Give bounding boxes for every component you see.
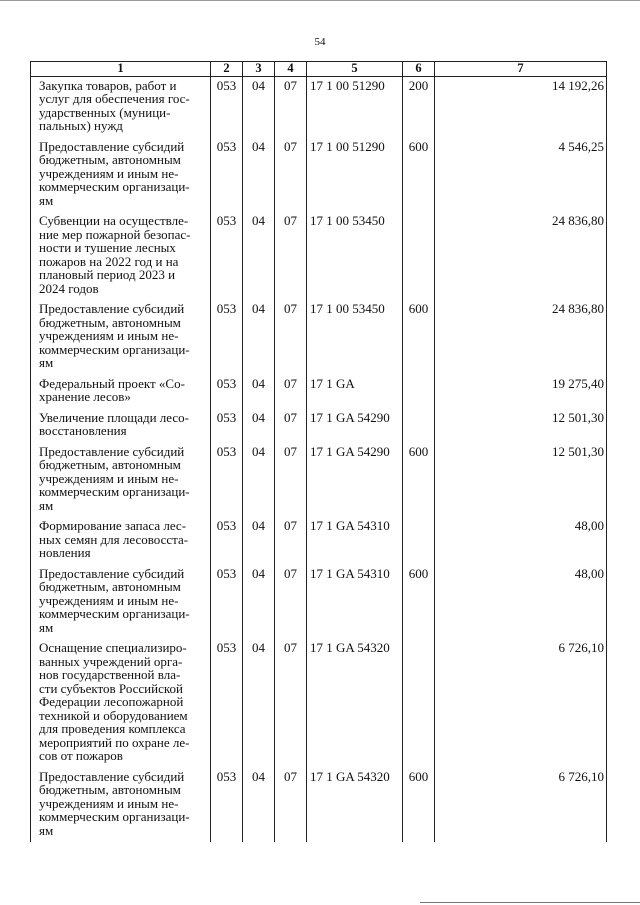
row-name-line: учреждениям и иным не- bbox=[39, 165, 179, 181]
expense-type-cell bbox=[403, 409, 435, 443]
target-article-cell: 17 1 GA bbox=[307, 375, 403, 409]
row-name-line: Предоставление субсидий bbox=[39, 768, 185, 784]
table-row bbox=[31, 639, 607, 768]
row-name-line: Федеральный проект «Со- bbox=[39, 375, 185, 391]
table-row bbox=[31, 565, 607, 640]
table-row bbox=[31, 212, 607, 300]
row-name-line: Предоставление субсидий bbox=[39, 443, 185, 459]
chapter-code-cell: 053 bbox=[211, 565, 243, 640]
section-code-cell: 04 bbox=[243, 409, 275, 443]
row-name-cell bbox=[31, 300, 211, 375]
chapter-code-cell: 053 bbox=[211, 409, 243, 443]
header-col-2: 2 bbox=[211, 62, 243, 77]
amount-cell: 6 726,10 bbox=[435, 768, 607, 843]
row-name-cell bbox=[31, 375, 211, 409]
row-name-line: 2024 годов bbox=[39, 280, 99, 296]
row-name-line: Формирование запаса лес- bbox=[39, 518, 187, 533]
section-code-cell: 04 bbox=[243, 443, 275, 518]
row-name-line: ние мер пожарной безопас- bbox=[39, 226, 191, 242]
chapter-code-cell: 053 bbox=[211, 138, 243, 213]
row-name-line: услуг для обеспечения гос- bbox=[39, 91, 190, 106]
section-code-cell: 04 bbox=[243, 76, 275, 138]
row-name-cell bbox=[31, 212, 211, 300]
chapter-code-cell: 053 bbox=[211, 375, 243, 409]
target-article-cell: 17 1 GA 54310 bbox=[307, 565, 403, 640]
row-name-cell bbox=[31, 639, 211, 768]
amount-cell: 4 546,25 bbox=[435, 138, 607, 213]
row-name-line: Предоставление субсидий bbox=[39, 301, 185, 316]
expense-type-cell: 600 bbox=[403, 300, 435, 375]
row-name-line: учреждениям и иным не- bbox=[39, 470, 179, 486]
row-name-line: ванных учреждений орга- bbox=[39, 653, 183, 669]
subsection-code-cell: 07 bbox=[275, 76, 307, 138]
subsection-code-cell: 07 bbox=[275, 639, 307, 768]
budget-table bbox=[30, 61, 607, 842]
table-row bbox=[31, 138, 607, 213]
target-article-cell: 17 1 GA 54310 bbox=[307, 517, 403, 565]
header-col-1: 1 bbox=[31, 62, 211, 77]
row-name-line: Субвенции на осуществле- bbox=[39, 213, 189, 228]
header-row bbox=[31, 62, 607, 77]
subsection-code-cell: 07 bbox=[275, 565, 307, 640]
row-name-line: Федерации лесопожарной bbox=[39, 694, 184, 709]
row-name-line: учреждениям и иным не- bbox=[39, 328, 179, 343]
target-article-cell: 17 1 00 51290 bbox=[307, 76, 403, 138]
row-name-line: бюджетным, автономным bbox=[39, 579, 181, 594]
row-name-line: ям bbox=[39, 619, 54, 635]
amount-cell: 12 501,30 bbox=[435, 409, 607, 443]
target-article-cell: 17 1 00 51290 bbox=[307, 138, 403, 213]
row-name-line: Увеличение площади лесо- bbox=[39, 409, 189, 425]
subsection-code-cell: 07 bbox=[275, 138, 307, 213]
subsection-code-cell: 07 bbox=[275, 409, 307, 443]
subsection-code-cell: 07 bbox=[275, 300, 307, 375]
section-code-cell: 04 bbox=[243, 517, 275, 565]
amount-cell: 48,00 bbox=[435, 517, 607, 565]
row-name-line: Оснащение специализиро- bbox=[39, 640, 187, 655]
row-name-line: бюджетным, автономным bbox=[39, 152, 181, 167]
expense-type-cell: 600 bbox=[403, 565, 435, 640]
table-row bbox=[31, 768, 607, 843]
row-name-cell bbox=[31, 443, 211, 518]
section-code-cell: 04 bbox=[243, 138, 275, 213]
expense-type-cell: 600 bbox=[403, 138, 435, 213]
table-row bbox=[31, 375, 607, 409]
row-name-cell bbox=[31, 768, 211, 843]
row-name-line: Закупка товаров, работ и bbox=[39, 77, 177, 93]
row-name-line: ных семян для лесовосста- bbox=[39, 531, 189, 547]
row-name-line: пожаров на 2022 год и на bbox=[39, 253, 179, 269]
subsection-code-cell: 07 bbox=[275, 212, 307, 300]
chapter-code-cell: 053 bbox=[211, 212, 243, 300]
row-name-line: мероприятий по охране ле- bbox=[39, 734, 190, 750]
target-article-cell: 17 1 GA 54290 bbox=[307, 443, 403, 518]
row-name-line: коммерческим организаци- bbox=[39, 809, 190, 824]
section-code-cell: 04 bbox=[243, 768, 275, 843]
row-name-line: коммерческим организаци- bbox=[39, 606, 190, 621]
amount-cell: 12 501,30 bbox=[435, 443, 607, 518]
row-name-line: учреждениям и иным не- bbox=[39, 592, 179, 608]
header-col-6: 6 bbox=[403, 62, 435, 77]
amount-cell: 24 836,80 bbox=[435, 212, 607, 300]
table-row bbox=[31, 409, 607, 443]
row-name-line: ности и тушение лесных bbox=[39, 240, 176, 255]
expense-type-cell: 600 bbox=[403, 768, 435, 843]
row-name-line: коммерческим организаци- bbox=[39, 484, 190, 499]
subsection-code-cell: 07 bbox=[275, 768, 307, 843]
row-name-line: нов государственной вла- bbox=[39, 667, 181, 682]
table-row bbox=[31, 443, 607, 518]
chapter-code-cell: 053 bbox=[211, 300, 243, 375]
row-name-line: новления bbox=[39, 545, 91, 560]
expense-type-cell bbox=[403, 639, 435, 768]
chapter-code-cell: 053 bbox=[211, 76, 243, 138]
row-name-cell bbox=[31, 565, 211, 640]
amount-cell: 19 275,40 bbox=[435, 375, 607, 409]
row-name-line: ям bbox=[39, 355, 54, 370]
bottom-scan-edge bbox=[420, 902, 640, 903]
target-article-cell: 17 1 GA 54290 bbox=[307, 409, 403, 443]
row-name-line: пальных) нужд bbox=[39, 118, 123, 133]
row-name-line: ударственных (муници- bbox=[39, 104, 171, 120]
section-code-cell: 04 bbox=[243, 639, 275, 768]
table-row bbox=[31, 76, 607, 138]
header-col-4: 4 bbox=[275, 62, 307, 77]
row-name-line: бюджетным, автономным bbox=[39, 457, 181, 472]
subsection-code-cell: 07 bbox=[275, 517, 307, 565]
amount-cell: 24 836,80 bbox=[435, 300, 607, 375]
target-article-cell: 17 1 GA 54320 bbox=[307, 768, 403, 843]
target-article-cell: 17 1 00 53450 bbox=[307, 212, 403, 300]
row-name-line: Предоставление субсидий bbox=[39, 138, 185, 154]
section-code-cell: 04 bbox=[243, 212, 275, 300]
expense-type-cell: 600 bbox=[403, 443, 435, 518]
chapter-code-cell: 053 bbox=[211, 443, 243, 518]
amount-cell: 6 726,10 bbox=[435, 639, 607, 768]
subsection-code-cell: 07 bbox=[275, 375, 307, 409]
header-col-7: 7 bbox=[435, 62, 607, 77]
row-name-line: плановый период 2023 и bbox=[39, 267, 176, 282]
row-name-line: восстановления bbox=[39, 423, 127, 438]
row-name-cell bbox=[31, 76, 211, 138]
row-name-line: коммерческим организаци- bbox=[39, 341, 190, 357]
amount-cell: 14 192,26 bbox=[435, 76, 607, 138]
header-col-5: 5 bbox=[307, 62, 403, 77]
target-article-cell: 17 1 GA 54320 bbox=[307, 639, 403, 768]
row-name-line: коммерческим организаци- bbox=[39, 179, 190, 194]
header-col-3: 3 bbox=[243, 62, 275, 77]
section-code-cell: 04 bbox=[243, 565, 275, 640]
chapter-code-cell: 053 bbox=[211, 768, 243, 843]
top-scan-edge bbox=[0, 0, 640, 1]
row-name-cell bbox=[31, 409, 211, 443]
row-name-line: ям bbox=[39, 497, 54, 513]
page-number: 54 bbox=[314, 36, 326, 48]
section-code-cell: 04 bbox=[243, 375, 275, 409]
chapter-code-cell: 053 bbox=[211, 639, 243, 768]
expense-type-cell bbox=[403, 375, 435, 409]
table-row bbox=[31, 300, 607, 375]
table-row bbox=[31, 517, 607, 565]
row-name-line: бюджетным, автономным bbox=[39, 314, 181, 330]
chapter-code-cell: 053 bbox=[211, 517, 243, 565]
expense-type-cell bbox=[403, 517, 435, 565]
section-code-cell: 04 bbox=[243, 300, 275, 375]
row-name-line: сти субъектов Российской bbox=[39, 680, 183, 696]
table-body bbox=[31, 76, 607, 842]
subsection-code-cell: 07 bbox=[275, 443, 307, 518]
row-name-line: техникой и оборудованием bbox=[39, 707, 188, 723]
row-name-line: ям bbox=[39, 822, 54, 838]
row-name-line: Предоставление субсидий bbox=[39, 565, 185, 581]
row-name-line: хранение лесов» bbox=[39, 389, 131, 404]
target-article-cell: 17 1 00 53450 bbox=[307, 300, 403, 375]
row-name-line: ям bbox=[39, 192, 54, 208]
row-name-line: для проведения комплекса bbox=[39, 721, 186, 736]
row-name-line: учреждениям и иным не- bbox=[39, 795, 179, 811]
amount-cell: 48,00 bbox=[435, 565, 607, 640]
row-name-cell bbox=[31, 517, 211, 565]
row-name-line: сов от пожаров bbox=[39, 748, 123, 763]
expense-type-cell: 200 bbox=[403, 76, 435, 138]
row-name-line: бюджетным, автономным bbox=[39, 782, 181, 797]
expense-type-cell bbox=[403, 212, 435, 300]
row-name-cell bbox=[31, 138, 211, 213]
